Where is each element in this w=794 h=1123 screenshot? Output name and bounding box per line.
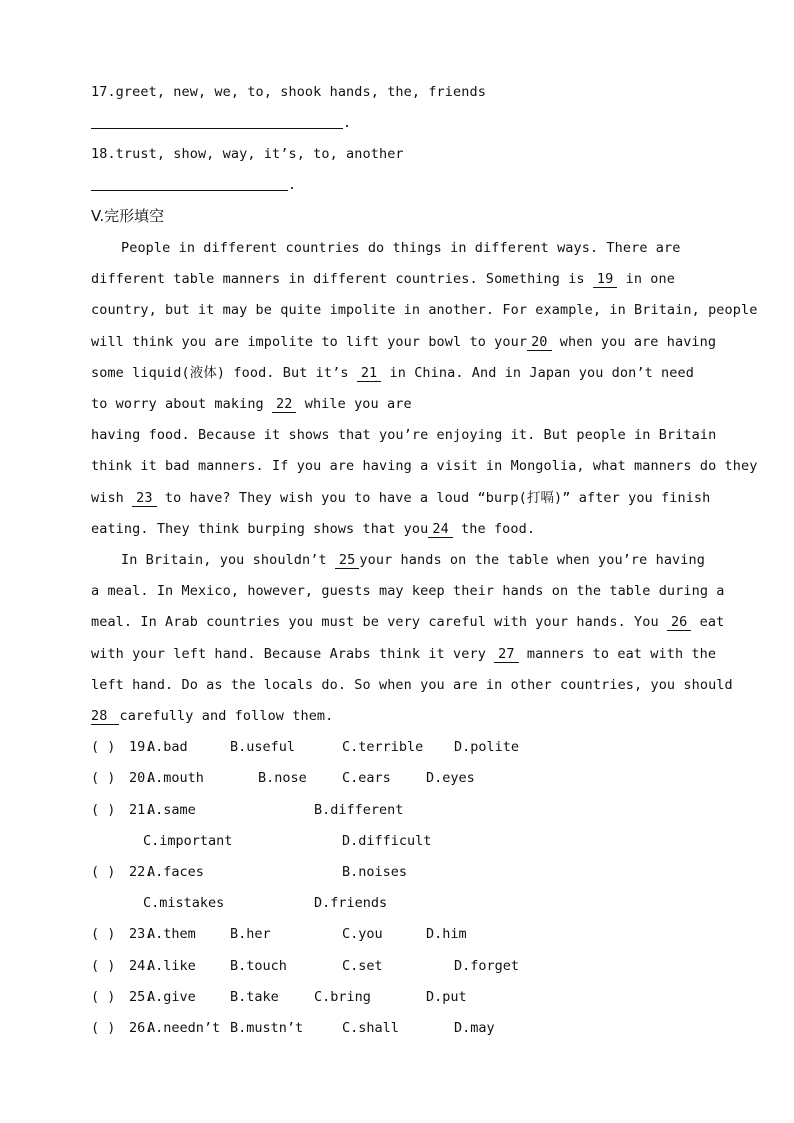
passage-line: wish 23 to have? They wish you to have a loud “burp(打嗝)” after you finish — [91, 490, 711, 506]
passage-line: meal. In Arab countries you must be very careful with your hands. You 26 eat — [91, 614, 725, 630]
blank-27: 27 — [494, 647, 518, 663]
answer-parens[interactable]: ( ) — [91, 1020, 116, 1036]
blank-22: 22 — [272, 397, 296, 413]
passage-line: having food. Because it shows that you’re enjoying it. But people in Britain — [91, 427, 717, 443]
blank-28: 28 — [91, 709, 119, 725]
question-number: 25. — [129, 989, 154, 1005]
question-number: 22. — [129, 864, 154, 880]
option-b[interactable]: B.take — [230, 989, 279, 1005]
option-a[interactable]: A.bad — [147, 739, 188, 755]
option-a[interactable]: A.them — [147, 926, 196, 942]
option-a[interactable]: A.like — [147, 958, 196, 974]
question-number: 24. — [129, 958, 154, 974]
question-number: 20. — [129, 770, 154, 786]
question-18-prompt: 18.trust, show, way, it’s, to, another — [91, 146, 404, 162]
option-c[interactable]: C.ears — [342, 770, 391, 786]
option-a[interactable]: A.same — [147, 802, 196, 818]
question-number: 21. — [129, 802, 154, 818]
answer-parens[interactable]: ( ) — [91, 958, 116, 974]
passage-line: think it bad manners. If you are having a visit in Mongolia, what manners do they — [91, 458, 758, 474]
option-a[interactable]: A.mouth — [147, 770, 204, 786]
question-number: 19. — [129, 739, 154, 755]
option-d[interactable]: D.forget — [454, 958, 520, 974]
blank-24: 24 — [428, 522, 452, 538]
blank-21: 21 — [357, 366, 381, 382]
option-a[interactable]: A.needn’t — [147, 1020, 221, 1036]
answer-parens[interactable]: ( ) — [91, 864, 116, 880]
option-d[interactable]: D.may — [454, 1020, 495, 1036]
option-b[interactable]: B.nose — [258, 770, 307, 786]
question-number: 23. — [129, 926, 154, 942]
option-c[interactable]: C.mistakes — [143, 895, 225, 911]
passage-line: with your left hand. Because Arabs think it very 27 manners to eat with the — [91, 646, 717, 662]
passage-line: to worry about making 22 while you are — [91, 396, 412, 412]
option-d[interactable]: D.difficult — [342, 833, 432, 849]
option-a[interactable]: A.faces — [147, 864, 204, 880]
option-b[interactable]: B.her — [230, 926, 271, 942]
answer-parens[interactable]: ( ) — [91, 739, 116, 755]
answer-parens[interactable]: ( ) — [91, 802, 116, 818]
blank-23: 23 — [132, 491, 156, 507]
option-b[interactable]: B.mustn’t — [230, 1020, 304, 1036]
passage-line: 28 carefully and follow them. — [91, 708, 334, 724]
passage-line: different table manners in different countries. Something is 19 in one — [91, 271, 675, 287]
passage-line: In Britain, you shouldn’t 25 your hands on the table when you’re having — [121, 552, 705, 568]
answer-parens[interactable]: ( ) — [91, 770, 116, 786]
blank-20: 20 — [527, 335, 551, 351]
passage-line: People in different countries do things in different ways. There are — [121, 240, 681, 256]
blank-25: 25 — [335, 553, 359, 569]
question-17-prompt: 17.greet, new, we, to, shook hands, the, friends — [91, 84, 486, 100]
answer-period: . — [343, 115, 352, 131]
answer-period: . — [288, 177, 297, 193]
option-b[interactable]: B.noises — [342, 864, 408, 880]
option-c[interactable]: C.terrible — [342, 739, 424, 755]
option-c[interactable]: C.bring — [314, 989, 371, 1005]
blank-19: 19 — [593, 272, 617, 288]
option-d[interactable]: D.him — [426, 926, 467, 942]
option-c[interactable]: C.important — [143, 833, 233, 849]
passage-line: will think you are impolite to lift your bowl to your 20 when you are having — [91, 334, 717, 350]
option-b[interactable]: B.different — [314, 802, 404, 818]
section-title: V.完形填空 — [91, 207, 165, 225]
passage-line: eating. They think burping shows that you 24 the food. — [91, 521, 536, 537]
option-d[interactable]: D.polite — [454, 739, 520, 755]
option-b[interactable]: B.touch — [230, 958, 287, 974]
option-c[interactable]: C.shall — [342, 1020, 399, 1036]
answer-parens[interactable]: ( ) — [91, 926, 116, 942]
option-b[interactable]: B.useful — [230, 739, 296, 755]
passage-line: country, but it may be quite impolite in another. For example, in Britain, people — [91, 302, 758, 318]
option-c[interactable]: C.set — [342, 958, 383, 974]
blank-26: 26 — [667, 615, 691, 631]
option-d[interactable]: D.friends — [314, 895, 388, 911]
question-17-answer-line[interactable] — [91, 114, 351, 132]
answer-blank[interactable] — [91, 176, 288, 191]
answer-parens[interactable]: ( ) — [91, 989, 116, 1005]
option-d[interactable]: D.put — [426, 989, 467, 1005]
passage-line: left hand. Do as the locals do. So when you are in other countries, you should — [91, 677, 733, 693]
passage-line: some liquid(液体) food. But it’s 21 in China. And in Japan you don’t need — [91, 365, 694, 381]
passage-line: a meal. In Mexico, however, guests may keep their hands on the table during a — [91, 583, 725, 599]
question-18-answer-line[interactable] — [91, 176, 296, 194]
answer-blank[interactable] — [91, 114, 343, 129]
option-c[interactable]: C.you — [342, 926, 383, 942]
option-a[interactable]: A.give — [147, 989, 196, 1005]
option-d[interactable]: D.eyes — [426, 770, 475, 786]
question-number: 26. — [129, 1020, 154, 1036]
